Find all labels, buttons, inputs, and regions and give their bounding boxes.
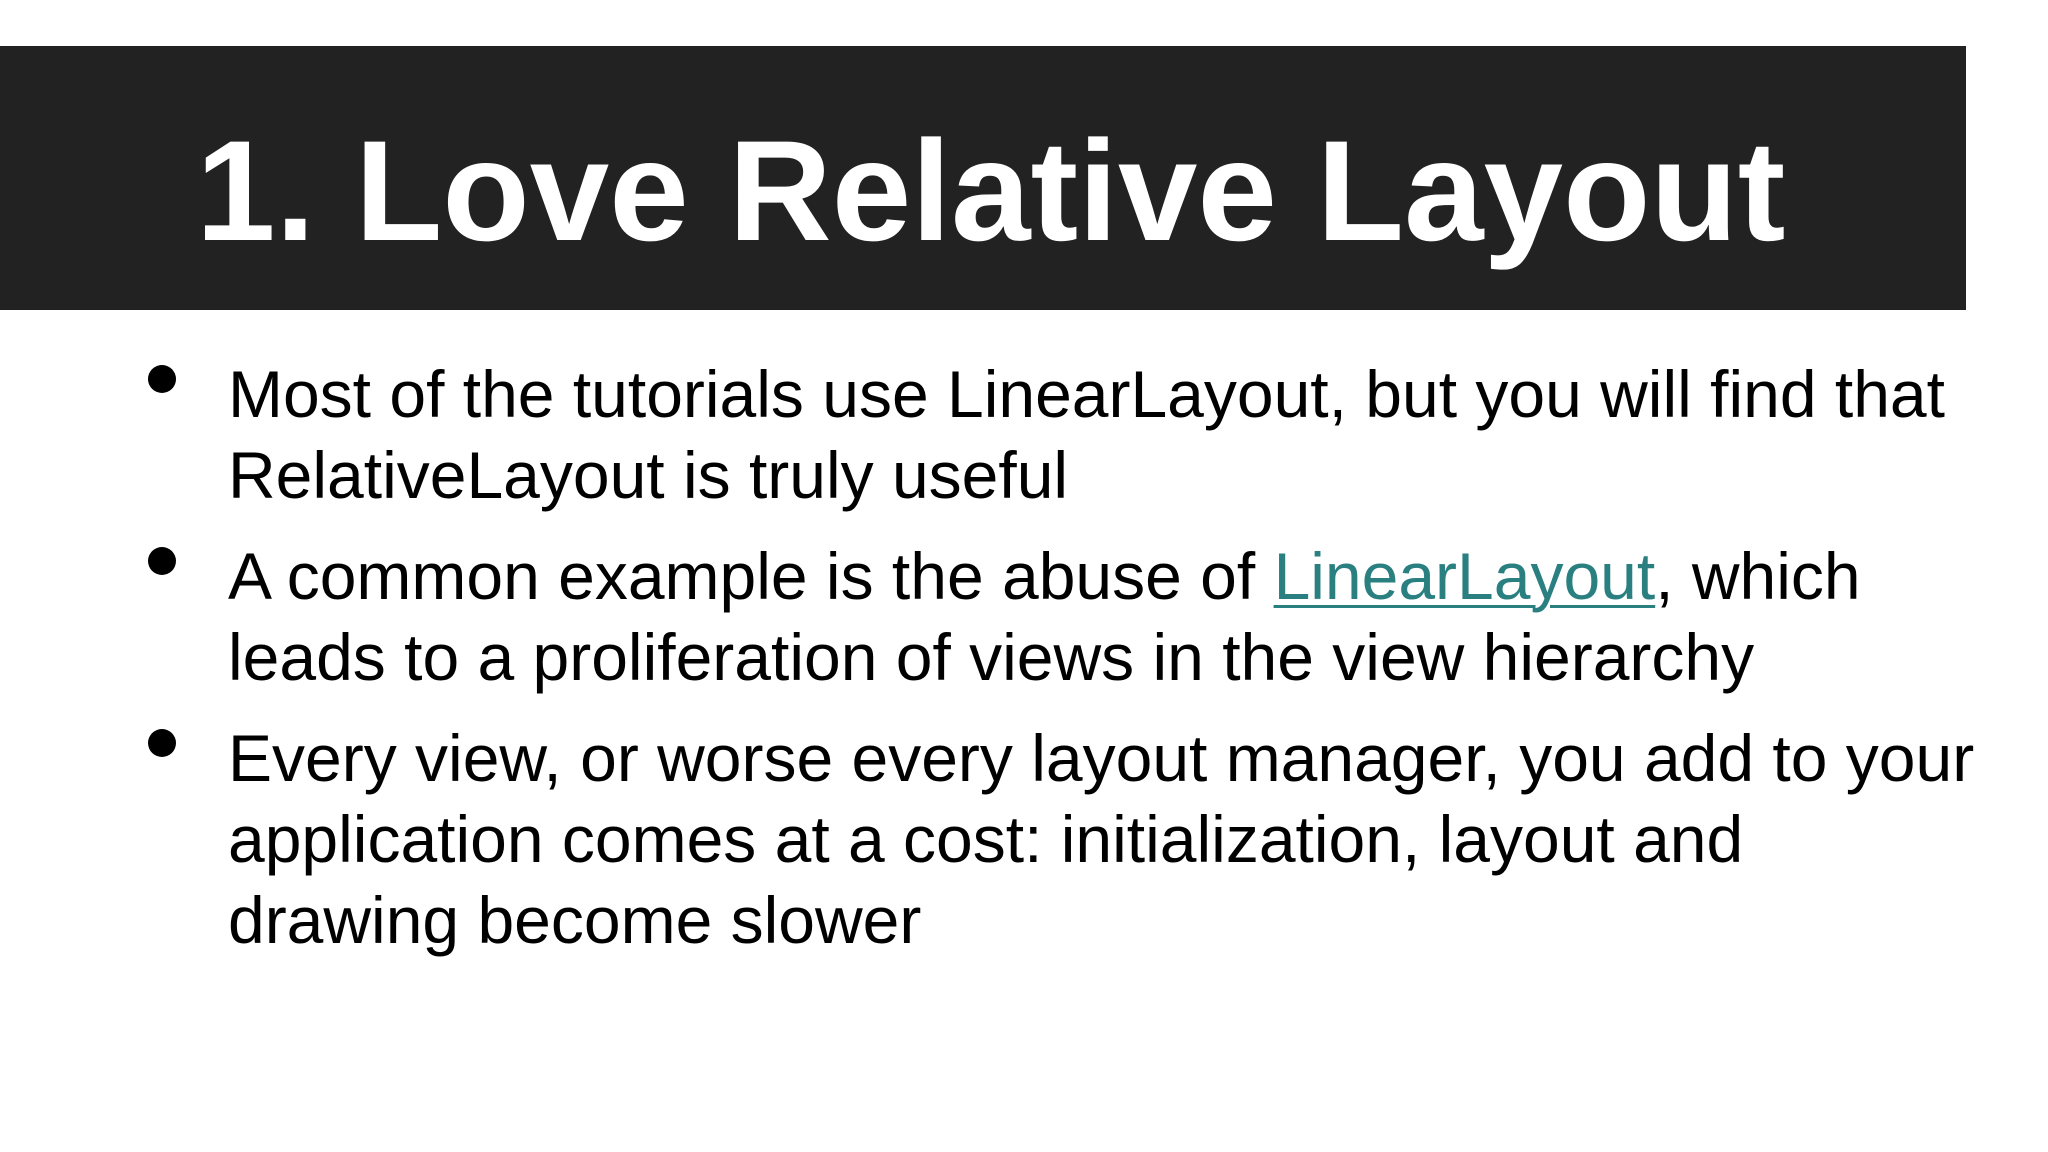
bullet-dot-icon <box>148 365 176 393</box>
bullet-text-2-before: A common example is the abuse of <box>228 539 1274 613</box>
bullet-item-3 <box>0 718 1978 961</box>
linearlayout-link[interactable]: LinearLayout <box>1273 539 1656 613</box>
bullet-item-2 <box>0 536 1978 698</box>
bullet-dot-icon <box>148 547 176 575</box>
bullet-text-1: Most of the tutorials use LinearLayout, but you will find that RelativeLayout is truly useful <box>228 357 1945 512</box>
bullet-text-2-after: , which leads to a proliferation of views in the view hierarchy <box>228 539 1861 694</box>
bullet-item-1 <box>0 354 1978 516</box>
bullet-dot-icon <box>148 729 176 757</box>
bullet-list <box>0 354 2048 981</box>
bullet-text-3: Every view, or worse every layout manager, you add to your application comes at a cost: initialization, layout and drawing become slower <box>228 721 1975 957</box>
slide-title: 1. Love Relative Layout <box>196 112 1786 271</box>
